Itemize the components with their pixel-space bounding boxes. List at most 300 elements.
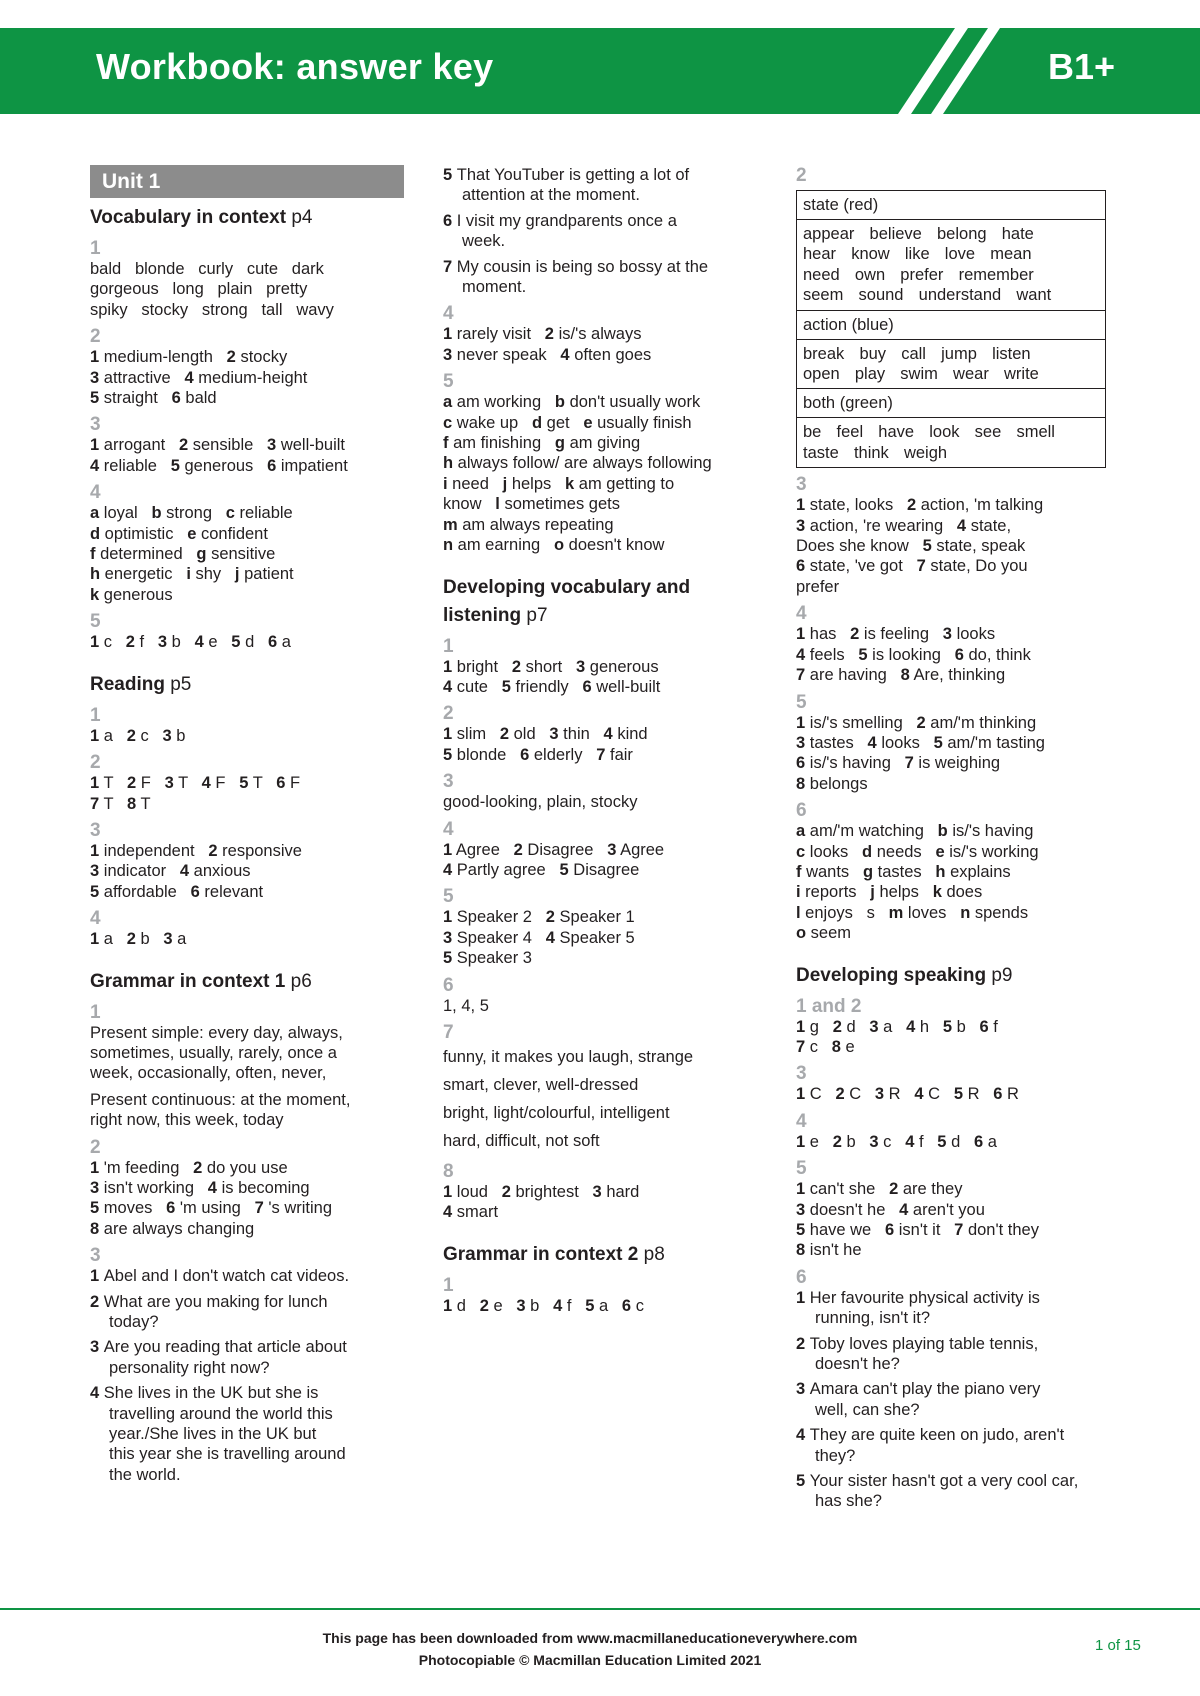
item-number: 3 <box>443 345 453 364</box>
item-number: 5 <box>858 645 868 664</box>
exercise-number: 1 <box>90 1001 101 1023</box>
numbered-answer <box>90 1292 406 1333</box>
answer-text: c <box>631 1296 644 1315</box>
answer-text: thin <box>558 725 604 744</box>
answer-block <box>443 907 763 968</box>
answer-text: never speak <box>452 345 561 364</box>
item-number: 3 <box>869 1132 879 1151</box>
answer-line <box>90 773 406 793</box>
item-number: 2 <box>545 908 555 927</box>
answer-line <box>796 713 1116 733</box>
answer-text: F <box>285 774 301 793</box>
exercise-number: 3 <box>90 1245 101 1267</box>
answer-text: straight <box>99 389 172 408</box>
item-number: 6 <box>621 1296 632 1315</box>
answer-line <box>796 1200 1116 1220</box>
item-number: 7 <box>796 666 806 685</box>
answer-line <box>443 474 763 494</box>
answer-block <box>796 1084 1116 1104</box>
answer-text: strong <box>161 504 226 523</box>
item-number: e <box>187 524 197 543</box>
item-number: 3 <box>164 774 174 793</box>
answer-line <box>443 657 763 677</box>
item-number: 4 <box>179 862 190 881</box>
answer-text: impatient <box>276 456 348 475</box>
answer-text: isn't it <box>894 1221 955 1239</box>
exercise-number: 7 <box>443 1021 454 1043</box>
item-number: o <box>796 924 807 943</box>
answer-text: am always repeating <box>457 515 614 534</box>
item-number: n <box>960 903 971 922</box>
item-number: f <box>796 862 802 881</box>
section-heading <box>90 968 406 996</box>
answer-text: always follow/ are always following <box>453 454 712 473</box>
answer-text: e <box>203 633 232 652</box>
answer-text: am/'m thinking <box>925 713 1037 732</box>
answer-text: doesn't he? <box>815 1355 900 1374</box>
answer-text: have we <box>805 1221 885 1239</box>
answer-text: f <box>562 1296 586 1315</box>
answer-line <box>443 1182 763 1202</box>
answer-text: state, Do you <box>925 557 1028 576</box>
numbered-answer <box>90 1383 406 1485</box>
exercise-number: 2 <box>90 752 101 774</box>
item-number: 7 <box>443 257 457 276</box>
item-number: 5 <box>559 860 569 879</box>
answer-text: Your sister hasn't got a very cool car, <box>809 1472 1079 1491</box>
item-number: 1 <box>796 1288 810 1307</box>
answer-text: Disagree <box>522 840 608 859</box>
answer-text: bright <box>452 657 512 676</box>
answer-text: Are, thinking <box>909 666 1006 685</box>
answer-text: needs <box>872 842 936 861</box>
item-number: 2 <box>126 930 136 949</box>
item-number: 1 <box>796 1132 806 1151</box>
answer-text: c <box>878 1132 906 1151</box>
answer-line: need own prefer remember <box>803 265 1034 284</box>
item-number: 1 <box>90 930 100 949</box>
exercise-number: 2 <box>90 1136 101 1158</box>
answer-list <box>796 1288 1116 1512</box>
answer-line: seem sound understand want <box>803 286 1052 305</box>
answer-text: am working <box>452 393 555 412</box>
numbered-answer <box>443 257 763 298</box>
answer-text: feels <box>805 645 859 664</box>
exercise-number: 1 and 2 <box>796 995 862 1017</box>
answer-text: sensitive <box>206 545 276 564</box>
exercise-number: 4 <box>796 603 807 625</box>
item-number: 6 <box>267 456 277 475</box>
answer-block <box>90 503 406 605</box>
answer-text: patient <box>239 565 294 584</box>
item-number: 1 <box>90 348 100 367</box>
section-heading <box>443 574 763 630</box>
answer-text: well-built <box>591 677 661 696</box>
item-number: i <box>796 883 801 902</box>
answer-text: am finishing <box>448 434 555 453</box>
item-number: 5 <box>942 1017 952 1036</box>
item-number: 2 <box>889 1180 899 1199</box>
answer-text: attractive <box>99 368 185 387</box>
answer-text: Speaker 1 <box>554 908 635 927</box>
answer-text: the world. <box>109 1465 181 1484</box>
answer-line <box>796 821 1116 841</box>
item-number: 4 <box>796 645 806 664</box>
item-number: 3 <box>443 928 453 947</box>
item-number: 6 <box>993 1085 1003 1104</box>
answer-line <box>796 1179 1116 1199</box>
answer-text: moves <box>99 1199 167 1218</box>
answer-text: bald <box>180 389 217 408</box>
answer-text: state, <box>966 516 1012 535</box>
item-number: 3 <box>157 633 168 652</box>
exercise-number: 1 <box>90 238 101 259</box>
answer-line <box>90 524 406 544</box>
item-number: 6 <box>582 677 592 696</box>
item-number: 1 <box>443 908 453 927</box>
answer-text: get <box>542 413 584 432</box>
answer-line <box>796 774 1116 794</box>
item-number: l <box>495 495 500 514</box>
item-number: 2 <box>208 841 218 860</box>
answer-text: affordable <box>99 882 191 901</box>
item-number: h <box>935 862 946 881</box>
item-number: n <box>443 536 454 555</box>
item-number: l <box>796 903 801 922</box>
item-number: 6 <box>520 745 530 764</box>
answer-text: Speaker 3 <box>452 949 532 968</box>
answer-text: are always changing <box>99 1219 255 1238</box>
answer-text: enjoys <box>800 903 867 922</box>
item-number: 4 <box>906 1017 916 1036</box>
section-page: p9 <box>991 964 1013 986</box>
answer-line <box>443 494 763 514</box>
item-number: a <box>90 504 100 523</box>
answer-text: tastes <box>873 862 936 881</box>
answer-text: are having <box>805 666 901 685</box>
answer-text: h <box>915 1017 943 1036</box>
answer-text: am giving <box>564 434 641 453</box>
item-number: 5 <box>170 456 180 475</box>
item-number: 3 <box>90 862 100 881</box>
answer-text: blonde <box>452 745 521 764</box>
answer-text: confident <box>196 524 268 543</box>
numbered-answer <box>90 1337 406 1378</box>
item-number: 4 <box>194 633 204 652</box>
item-number: 1 <box>796 625 806 644</box>
item-number: 1 <box>90 436 100 455</box>
item-number: 2 <box>906 496 917 515</box>
answer-line <box>443 928 763 948</box>
answer-text: short <box>521 657 577 676</box>
answer-text: aren't you <box>908 1200 985 1219</box>
answer-line <box>90 388 406 408</box>
answer-text: determined <box>95 545 197 564</box>
item-number: d <box>531 413 543 432</box>
item-number: 2 <box>916 713 926 732</box>
answer-text: s <box>866 903 889 922</box>
answer-text: is looking <box>867 645 955 664</box>
answer-line: 1, 4, 5 <box>443 996 489 1015</box>
answer-text: today? <box>109 1313 159 1331</box>
item-number: e <box>583 413 593 432</box>
answer-text: reports <box>800 883 871 902</box>
answer-text: R <box>1002 1085 1019 1104</box>
exercise-number: 3 <box>443 771 454 793</box>
answer-text: don't usually work <box>564 393 701 412</box>
answer-line <box>443 860 763 880</box>
item-number: 3 <box>796 1200 806 1219</box>
answer-text: medium-height <box>193 368 308 387</box>
answer-text: is/'s smelling <box>805 713 917 732</box>
answer-line <box>443 840 763 860</box>
answer-block <box>90 632 406 652</box>
answer-line: sometimes, usually, rarely, once a <box>90 1043 337 1062</box>
answer-text: loyal <box>99 504 152 523</box>
category-words <box>797 220 1105 311</box>
item-number: i <box>443 474 448 493</box>
item-number: 3 <box>592 1182 602 1201</box>
answer-line <box>443 345 763 365</box>
answer-text: loves <box>903 903 961 922</box>
item-number: 4 <box>443 677 453 696</box>
item-number: 2 <box>126 726 136 745</box>
numbered-answer <box>796 1288 1116 1329</box>
answer-text: do, think <box>963 645 1031 664</box>
answer-text: d <box>452 1296 480 1315</box>
item-number: 4 <box>867 733 877 752</box>
answer-line <box>443 745 763 765</box>
item-number: 1 <box>90 726 100 745</box>
answer-text: optimistic <box>100 524 188 543</box>
answer-text: b <box>841 1132 870 1151</box>
answer-block <box>443 392 763 555</box>
item-number: 2 <box>501 1182 511 1201</box>
answer-text: often goes <box>569 345 652 364</box>
column-3 <box>796 165 1116 1517</box>
answer-text: fair <box>605 745 633 764</box>
answer-text: e <box>805 1132 833 1151</box>
answer-block <box>443 324 763 365</box>
item-number: 4 <box>545 928 555 947</box>
item-number: 5 <box>933 733 943 752</box>
answer-line <box>90 347 406 367</box>
answer-line <box>796 1037 1116 1057</box>
numbered-answer <box>443 165 763 206</box>
answer-list <box>90 1266 406 1485</box>
item-number: 2 <box>125 633 135 652</box>
answer-text: Speaker 5 <box>554 928 635 947</box>
numbered-answer <box>443 211 763 252</box>
item-number: k <box>565 474 575 493</box>
exercise-number: 5 <box>443 371 454 393</box>
item-number: 2 <box>193 1158 203 1177</box>
item-number: 2 <box>513 840 523 859</box>
section-title: Developing speaking <box>796 964 987 986</box>
answer-text: Abel and I don't watch cat videos. <box>103 1267 350 1286</box>
item-number: 5 <box>937 1132 947 1151</box>
answer-text: I visit my grandparents once a <box>456 211 677 230</box>
answer-text: travelling around the world this <box>109 1404 333 1423</box>
answer-line <box>443 433 763 453</box>
item-number: 4 <box>90 456 100 475</box>
answer-text: personality right now? <box>109 1358 270 1377</box>
item-number: 6 <box>166 1199 176 1218</box>
answer-text: are they <box>898 1180 963 1199</box>
item-number: d <box>90 524 101 543</box>
answer-text: well-built <box>276 436 346 455</box>
numbered-answer <box>796 1471 1116 1512</box>
answer-line <box>443 535 763 555</box>
item-number: 5 <box>501 677 511 696</box>
item-number: g <box>862 862 874 881</box>
answer-text: reliable <box>99 456 171 475</box>
verb-category-table <box>796 190 1106 468</box>
answer-text: g <box>805 1017 833 1036</box>
item-number: 1 <box>90 1267 104 1286</box>
answer-text: don't they <box>963 1221 1039 1239</box>
item-number: 1 <box>90 1158 100 1177</box>
answer-line: spiky stocky strong tall wavy <box>90 300 334 319</box>
answer-line <box>443 324 763 344</box>
answer-text: Amara can't play the piano very <box>809 1380 1041 1399</box>
answer-text: F <box>210 774 240 793</box>
exercise-number: 4 <box>90 482 101 504</box>
answer-block <box>90 929 406 949</box>
item-number: 3 <box>162 726 172 745</box>
answer-line: smart, clever, well-dressed <box>443 1075 639 1094</box>
item-number: b <box>554 393 565 412</box>
item-number: 8 <box>796 774 806 793</box>
answer-line: good-looking, plain, stocky <box>443 793 638 812</box>
item-number: 6 <box>796 754 806 773</box>
answer-text: C <box>844 1085 875 1104</box>
exercise-number: 3 <box>796 1063 807 1085</box>
answer-line <box>796 556 1116 576</box>
item-number: 4 <box>914 1085 924 1104</box>
item-number: 7 <box>916 557 926 576</box>
answer-line: bald blonde curly cute dark <box>90 260 324 278</box>
item-number: 1 <box>443 1296 453 1315</box>
answer-text: slim <box>452 725 500 744</box>
answer-text: state, speak <box>931 537 1026 556</box>
item-number: 2 <box>226 348 236 367</box>
answer-text: c <box>135 726 163 745</box>
item-number: 5 <box>443 949 453 968</box>
answer-block <box>443 1182 763 1223</box>
answer-line: week, occasionally, often, never, <box>90 1064 327 1083</box>
item-number: 1 <box>796 713 806 732</box>
answer-text: is/'s having <box>947 822 1034 841</box>
answer-line <box>796 1017 1116 1037</box>
answer-line <box>443 907 763 927</box>
answer-text: b <box>167 633 195 652</box>
section-title: Developing vocabulary and <box>443 576 691 598</box>
item-number: 8 <box>796 1241 806 1260</box>
answer-text: Partly agree <box>452 860 560 879</box>
answer-text: is feeling <box>859 625 943 644</box>
answer-text: kind <box>612 725 648 744</box>
exercise-number: 5 <box>796 1158 807 1180</box>
answer-line <box>90 1219 406 1239</box>
item-number: 4 <box>603 725 613 744</box>
column-1 <box>90 165 406 1490</box>
item-number: 5 <box>443 745 453 764</box>
answer-text: state, 've got <box>805 557 917 576</box>
answer-line <box>443 453 763 473</box>
section-title: listening <box>443 604 522 626</box>
numbered-answer <box>796 1334 1116 1375</box>
answer-text: old <box>509 725 550 744</box>
numbered-answer <box>796 1425 1116 1466</box>
item-number: c <box>796 842 806 861</box>
answer-line: hard, difficult, not soft <box>443 1131 600 1150</box>
answer-line <box>90 503 406 523</box>
answer-text: a <box>99 726 127 745</box>
item-number: 6 <box>171 389 181 408</box>
item-number: 1 <box>90 841 100 860</box>
answer-line: right now, this week, today <box>90 1111 284 1130</box>
answer-line: hear know like love mean <box>803 245 1032 264</box>
column-2 <box>443 165 763 1316</box>
item-number: 4 <box>184 368 194 387</box>
exercise-number: 5 <box>90 611 101 633</box>
answer-line <box>796 882 1116 902</box>
item-number: 2 <box>499 725 510 744</box>
item-number: 2 <box>544 325 554 344</box>
answer-text: state, looks <box>805 496 907 515</box>
answer-line <box>90 435 406 455</box>
answer-line <box>90 632 406 652</box>
item-number: 1 <box>90 774 100 793</box>
answer-line <box>90 929 406 949</box>
item-number: 3 <box>607 840 617 859</box>
item-number: 3 <box>576 657 586 676</box>
page-number: 1 of 15 <box>1095 1637 1141 1654</box>
answer-text: f <box>988 1017 998 1036</box>
answer-text: isn't working <box>99 1178 208 1197</box>
item-number: 7 <box>796 1037 806 1056</box>
category-label: state (red) <box>797 191 1105 220</box>
item-number: 2 <box>178 436 189 455</box>
answer-line <box>443 677 763 697</box>
answer-text: am/'m watching <box>805 822 938 841</box>
answer-text: b <box>135 930 164 949</box>
item-number: 7 <box>254 1199 264 1218</box>
answer-line <box>796 862 1116 882</box>
answer-text: a <box>594 1296 622 1315</box>
item-number: 2 <box>832 1017 842 1036</box>
answer-line: break buy call jump listen <box>803 344 1031 363</box>
exercise-number: 1 <box>443 635 454 657</box>
item-number: 4 <box>443 860 453 879</box>
item-number: 3 <box>267 436 277 455</box>
item-number: c <box>225 504 235 523</box>
answer-text: shy <box>190 565 235 584</box>
answer-line <box>796 665 1116 685</box>
answer-line <box>90 564 406 584</box>
item-number: 3 <box>163 930 173 949</box>
item-number: j <box>502 474 508 493</box>
answer-list <box>443 165 763 297</box>
answer-text: prefer <box>796 577 840 596</box>
item-number: b <box>937 822 948 841</box>
answer-line <box>90 544 406 564</box>
answer-text: loud <box>452 1182 502 1201</box>
item-number: j <box>870 883 875 902</box>
answer-line: funny, it makes you laugh, strange <box>443 1047 694 1066</box>
answer-line: bright, light/colourful, intelligent <box>443 1103 670 1122</box>
